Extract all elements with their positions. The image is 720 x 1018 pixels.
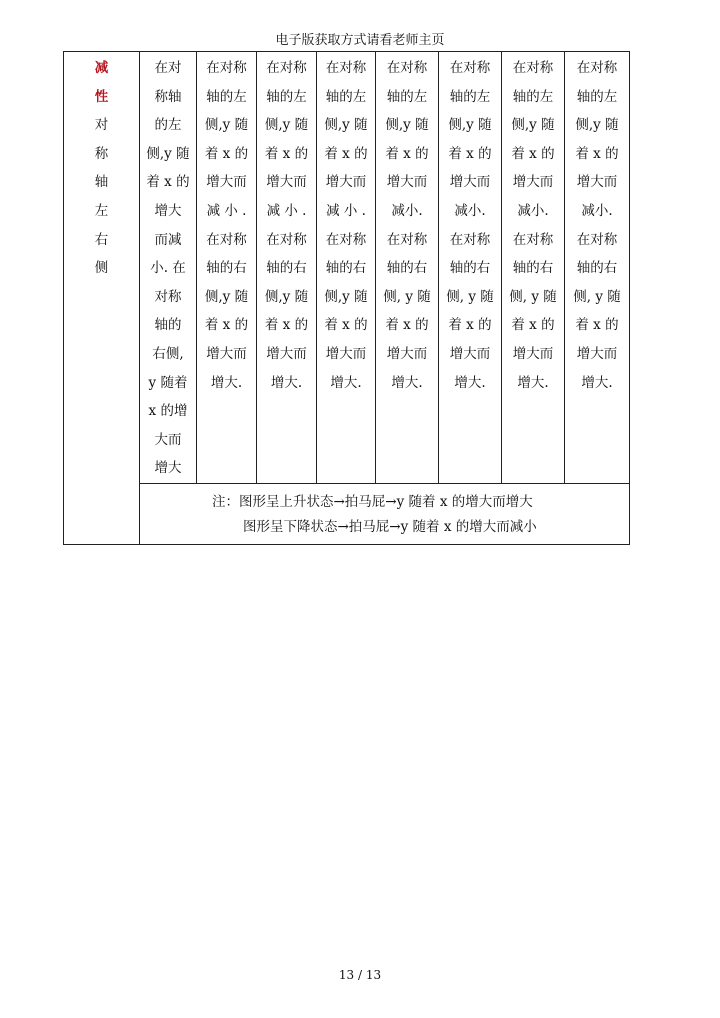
cell-line: 增大而 (386, 174, 428, 191)
cell-line: 增大. (454, 374, 486, 391)
cell-line: 着 x 的 (385, 145, 429, 162)
cell-line: 大而 (154, 431, 182, 448)
cell-line: 增大而 (266, 174, 307, 191)
cell-line: 侧, y 随 (383, 288, 431, 305)
cell-line: 增大. (270, 374, 303, 391)
cell-line: 在对称 (512, 60, 554, 76)
cell-line: 侧,y 随 (511, 117, 555, 134)
table-cell (317, 52, 376, 484)
cell-line: 增大而 (325, 174, 367, 191)
cell-line: 轴的右 (266, 260, 307, 277)
cell-line: 轴的右 (512, 260, 554, 277)
cell-line: 轴的右 (576, 260, 618, 277)
cell-line: 着 x 的 (385, 317, 429, 334)
cell-line: 增大. (581, 374, 613, 391)
cell-line: 侧,y 随 (448, 117, 492, 134)
cell-line: 侧,y 随 (324, 117, 368, 134)
note-line-rising: 注：图形呈上升状态→拍马屁→y 随着 x 的增大而增大 (212, 493, 533, 510)
cell-line: 增大. (210, 374, 243, 391)
cell-line: 减小. (581, 202, 613, 219)
cell-line: 增大而 (325, 345, 367, 362)
cell-line: 减小. (391, 202, 423, 219)
cell-line: 轴的左 (206, 88, 247, 105)
cell-line: 在对称 (386, 60, 428, 76)
cell-line: 轴的 (154, 317, 182, 334)
label-text (64, 52, 139, 283)
cell-line: 着 x 的 (324, 145, 368, 162)
cell-line: 的左 (154, 117, 182, 134)
cell-line: 轴的左 (266, 88, 307, 105)
cell-line: 增大而 (576, 174, 618, 191)
cell-line: 侧,y 随 (204, 288, 249, 305)
cell-line: 在对称 (266, 231, 307, 248)
cell-line: 着 x 的 (575, 145, 619, 162)
cell-line: 减 小 . (266, 202, 307, 219)
page-header: 电子版获取方式请看老师主页 (275, 33, 445, 48)
label-cell (64, 52, 140, 545)
cell-line: 轴的右 (325, 260, 367, 277)
cell-line: 增大而 (206, 345, 247, 362)
page-number: 13 / 13 (338, 968, 382, 982)
cell-line: 增大而 (449, 174, 491, 191)
label-line: 侧 (94, 260, 109, 277)
cell-line: 着 x 的 (324, 317, 368, 334)
cell-line: 增大而 (386, 345, 428, 362)
cell-line: 轴的左 (386, 88, 428, 105)
cell-line: 在对称 (206, 231, 247, 248)
cell-line: 侧, y 随 (573, 288, 621, 305)
cell-line: 增大 (154, 460, 182, 477)
cell-line: 侧,y 随 (324, 288, 368, 305)
cell-line: 右侧, (152, 345, 184, 362)
cell-line: 侧, y 随 (446, 288, 494, 305)
cell-line: 增大而 (206, 174, 247, 191)
cell-line: 轴的右 (449, 260, 491, 277)
cell-line: 侧,y 随 (146, 145, 190, 162)
cell-line: 着 x 的 (511, 145, 555, 162)
table-cell (257, 52, 317, 484)
cell-line: 着 x 的 (448, 317, 492, 334)
label-line: 左 (94, 202, 109, 219)
cell-line: 轴的左 (449, 88, 491, 105)
cell-line: 在对称 (449, 231, 491, 248)
cell-line: 增大而 (512, 174, 554, 191)
label-red-line: 减 (94, 60, 109, 76)
note-line-falling: 图形呈下降状态→拍马屁→y 随着 x 的增大而减小 (243, 518, 537, 535)
table-row (64, 52, 630, 484)
cell-line: 在对称 (266, 60, 307, 76)
label-line: 对 (94, 117, 109, 134)
cell-line: 小. 在 (150, 260, 186, 277)
cell-line: 增大 (154, 202, 182, 219)
cell-line: 增大. (330, 374, 362, 391)
table-cell (197, 52, 257, 484)
cell-line: 侧,y 随 (264, 117, 309, 134)
cell-line: 在对称 (325, 60, 367, 76)
label-red-line: 性 (94, 88, 109, 105)
cell-line: 在对称 (206, 60, 247, 76)
cell-line: 增大. (391, 374, 423, 391)
cell-line: 着 x 的 (511, 317, 555, 334)
cell-line: 轴的右 (386, 260, 428, 277)
cell-line: 称轴 (154, 88, 182, 105)
cell-line: 侧,y 随 (385, 117, 429, 134)
cell-line: 侧,y 随 (575, 117, 619, 134)
cell-line: x 的增 (148, 403, 188, 420)
cell-line: 减小. (454, 202, 486, 219)
cell-line: 轴的左 (512, 88, 554, 105)
cell-line: 在对称 (325, 231, 367, 248)
cell-line: 在对称 (449, 60, 491, 76)
cell-line: 轴的右 (206, 260, 247, 277)
cell-line: 轴的左 (576, 88, 618, 105)
cell-line: 对称 (154, 288, 182, 305)
cell-line: 在对 (154, 60, 182, 76)
cell-line: 减小. (517, 202, 549, 219)
cell-line: 在对称 (512, 231, 554, 248)
cell-line: 增大. (517, 374, 549, 391)
table-cell (565, 52, 630, 484)
cell-line: 减 小 . (326, 202, 366, 219)
cell-line: 在对称 (576, 231, 618, 248)
cell-line: 着 x 的 (448, 145, 492, 162)
cell-line: 侧,y 随 (264, 288, 309, 305)
cell-line: 而减 (154, 231, 182, 248)
cell-line: 侧, y 随 (509, 288, 557, 305)
cell-line: 减 小 . (206, 202, 247, 219)
cell-line: 着 x 的 (264, 317, 309, 334)
cell-line: 侧,y 随 (204, 117, 249, 134)
table-cell (140, 52, 197, 484)
cell-line: 增大而 (266, 345, 307, 362)
cell-line: 着 x 的 (146, 174, 190, 191)
cell-line: 着 x 的 (204, 317, 249, 334)
properties-table (63, 51, 630, 545)
cell-line: 在对称 (576, 60, 618, 76)
cell-line: 在对称 (386, 231, 428, 248)
table-cell (376, 52, 439, 484)
label-line: 称 (94, 145, 109, 162)
cell-line: y 随着 (148, 374, 188, 391)
table-cell (502, 52, 565, 484)
cell-line: 增大而 (449, 345, 491, 362)
cell-line: 着 x 的 (575, 317, 619, 334)
cell-line: 轴的左 (325, 88, 367, 105)
label-line: 轴 (94, 174, 109, 191)
label-line: 右 (94, 231, 109, 248)
table-cell (439, 52, 502, 484)
table-row (64, 483, 630, 544)
cell-line: 着 x 的 (204, 145, 249, 162)
note-cell (140, 483, 630, 544)
cell-line: 增大而 (576, 345, 618, 362)
cell-line: 着 x 的 (264, 145, 309, 162)
cell-line: 增大而 (512, 345, 554, 362)
